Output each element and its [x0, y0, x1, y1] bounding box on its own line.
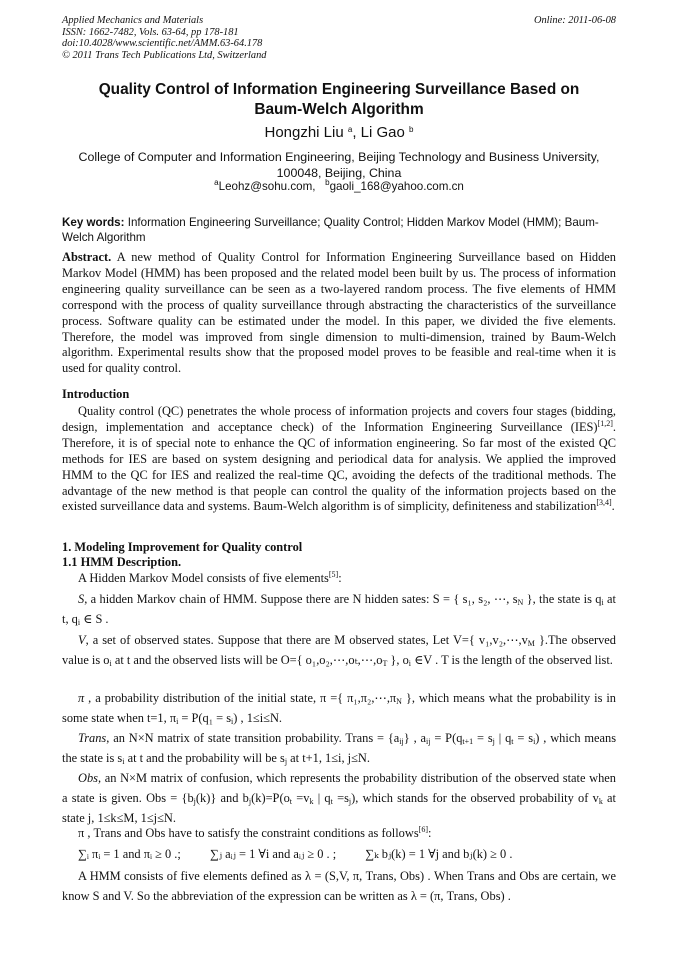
pi-definition: π , a probability distribution of the initial state, π ={ $\pi_1,\pi_2,\cdots,\pi_N$ }, which means what the probability is in some state when t=1, $\pi_i = P(q_1 = s_i)$ , 1≤i≤N. [62, 691, 616, 726]
pi-text-2: }, which means what the probability is in some state when t=1, π [62, 691, 616, 725]
intro-heading: Introduction [62, 387, 130, 401]
s-definition: S, a hidden Markov chain of HMM. Suppose there are N hidden sates: S = { s₁, s₂, ⋯, $s_N$ }, the state is $q_i$ at t, $q_i$ ∈ S . [62, 592, 616, 627]
journal-name: Applied Mechanics and Materials [62, 15, 204, 26]
obs-text-6: =s [332, 791, 349, 805]
citation[interactable]: [6] [418, 825, 428, 834]
trans-text-2: } , a [403, 731, 427, 745]
s-text-1: , a hidden Markov chain of HMM. Suppose there are N hidden sates: S = { s₁, s₂, ⋯, s [84, 592, 518, 606]
online-date: Online: 2011-06-08 [533, 15, 616, 26]
constraint-obs: ∑ₖ bⱼ(k) = 1 ∀j and bⱼ(k) ≥ 0 . [365, 847, 513, 861]
trans-text-8: at t and the probability will be s [124, 751, 285, 765]
constraint-trans: ∑ⱼ aᵢⱼ = 1 ∀i and aᵢⱼ ≥ 0 . ; [209, 847, 337, 861]
v-symbol: V [78, 633, 86, 647]
doi: doi:10.4028/www.scientific.net/AMM.63-64.178 [62, 38, 263, 50]
hmm-intro [62, 571, 616, 587]
hmm-intro-text: A Hidden Markov Model consists of five elements [78, 571, 329, 585]
affiliation [62, 150, 616, 181]
s-text-3: at t, q [62, 592, 616, 626]
v-text-1: , a set of observed states. Suppose that there are M observed states, Let V={ v₁,v₂,⋯,v [85, 633, 528, 647]
citation[interactable]: [3,4] [596, 498, 612, 508]
v-text-3: at t and the observed lists will be O={ o₁,o₂,⋯,oₜ,⋯,o [111, 653, 383, 667]
trans-text-3: = P(q [430, 731, 463, 745]
intro-text-1: Quality control (QC) penetrates the whole process of information projects and covers four stages (bidding, design, implementation and acceptance check) of the Information Engineering Surveillance (IES) [62, 404, 616, 434]
intro-text-2: . Therefore, it is of special note to enhance the QC of information engineering. So far most of the existed QC methods for IES are based on system designing and periodical data for analysis. We applied the improved HMM to the QC for IES and realized the real-time QC, avoiding the defects of the traditional methods. The advantage of the new method is that people can control the quality of the information projects based on the existed surveillance data and systems. Baum-Welch algorithm is of simplicity, definiteness and stabilization [62, 419, 616, 514]
paper-title [62, 80, 616, 120]
keywords-label: Key words: [62, 216, 125, 229]
s-symbol: S [78, 592, 85, 606]
constraint-equations [78, 846, 512, 862]
obs-text-3: (k)=P(o [251, 791, 290, 805]
keywords-text: Information Engineering Surveillance; Quality Control; Hidden Markov Model (HMM); Baum-Welch Algorithm [62, 216, 599, 244]
abstract-label: Abstract. [62, 250, 112, 264]
pi-text-1: , a probability distribution of the initial state, π ={ π₁,π₂,⋯,π [84, 691, 397, 705]
intro-paragraph [62, 404, 616, 515]
trans-text-5: | q [494, 731, 512, 745]
author-2-sup: b [409, 125, 414, 134]
emails [62, 180, 616, 193]
s-text-4: ∈ S . [80, 612, 109, 626]
obs-symbol: Obs, [78, 771, 102, 785]
section-1-1-heading: 1.1 HMM Description. [62, 555, 182, 569]
journal-header [62, 15, 616, 61]
trans-symbol: Trans [78, 731, 107, 745]
author-separator: , [352, 124, 361, 141]
constraints-text: π , Trans and Obs have to satisfy the constraint conditions as follows [78, 826, 419, 840]
issn: ISSN: 1662-7482, Vols. 63-64, pp 178-181 [62, 26, 239, 38]
authors [62, 124, 616, 141]
keywords [62, 215, 616, 245]
constraint-pi: ∑ᵢ πᵢ = 1 and πᵢ ≥ 0 .; [78, 847, 181, 861]
obs-text-7: ), which stands for the observed probability of v [351, 791, 599, 805]
constraints-intro [62, 826, 616, 842]
author-2: Li Gao [360, 124, 405, 141]
pi-text-3: = P(q₁ = s [178, 711, 232, 725]
email-1-sup: a [214, 178, 219, 187]
title-line-2: Baum-Welch Algorithm [254, 101, 424, 118]
section-1-heading: 1. Modeling Improvement for Quality control [62, 540, 303, 554]
abstract [62, 250, 616, 377]
hmm-intro-end: : [338, 571, 342, 585]
author-1: Hongzhi Liu [264, 124, 344, 141]
trans-text-7: ) , which means the state is s [62, 731, 617, 765]
trans-text-4: = s [473, 731, 493, 745]
affiliation-line-1: College of Computer and Information Engineering, Beijing Technology and Business University, [78, 150, 600, 164]
citation[interactable]: [1,2] [597, 418, 613, 428]
lambda-definition: A HMM consists of five elements defined as λ = (S,V, π, Trans, Obs) . When Trans and Obs are certain, we know S and V. So the abbreviation of the expression can be written as λ = (π, Trans, Obs) . [62, 869, 616, 903]
citation[interactable]: [5] [328, 570, 339, 579]
email-2[interactable]: gaoli_168@yahoo.com.cn [329, 180, 464, 193]
obs-text-4: =v [292, 791, 310, 805]
v-text-2: }.The observed value is o [62, 633, 616, 667]
trans-text-9: at t+1, 1≤i, j≤N. [287, 751, 370, 765]
constraints-end: : [427, 826, 432, 840]
trans-text-6: = s [513, 731, 534, 745]
trans-text-1: , an N×N matrix of state transition probability. Trans = {a [106, 731, 400, 745]
intro-end: . [611, 499, 615, 514]
obs-definition: Obs, an N×M matrix of confusion, which represents the probability distribution of the observed state when a state is given. Obs = $\{b_j(k)\}$ and $b_j(k)=P(o_t =v_k$ | $q_t =s_j$), which stands for the observed probability of $v_k$ at state j, 1≤k≤M, 1≤j≤N. [62, 771, 617, 825]
v-text-5: ∈V . T is the length of the observed list. [411, 653, 613, 667]
obs-text-2: (k)} and b [195, 791, 249, 805]
pi-text-4: ) , 1≤i≤N. [233, 711, 282, 725]
email-2-sup: b [325, 178, 330, 187]
email-1[interactable]: Leohz@sohu.com, [218, 180, 316, 193]
affiliation-line-2: 100048, Beijing, China [276, 165, 402, 180]
pi-symbol: π [78, 691, 85, 705]
trans-definition: Trans, an N×N matrix of state transition probability. Trans = $\{a_{ij}\}$ , $a_{ij} = P(q_{t+1} = s_j$ | $q_t = s_i$) , which means the state is $s_i$ at t and the probability will be $s_j$ at t+1, 1≤i, j≤N. [62, 731, 617, 766]
obs-text-8: at state j, 1≤k≤M, 1≤j≤N. [62, 791, 617, 825]
author-1-sup: a [347, 125, 353, 134]
s-text-2: }, the state is q [523, 592, 602, 606]
obs-text-1: an N×M matrix of confusion, which represents the probability distribution of the observed state when a state is given. Obs = {b [62, 771, 616, 805]
v-text-4: }, o [387, 653, 409, 667]
v-definition: V, a set of observed states. Suppose that there are M observed states, Let V={ $v_1,v_2,\cdots,v_M$ }.The observed value is $o_i$ at t and the observed lists will be O={ $o_1,o_2,\cdots,o_t,\cdots,o_T$ }, $o_i$ ∈V . T is the length of the observed list. [62, 633, 616, 668]
title-line-1: Quality Control of Information Engineering Surveillance Based on [98, 81, 580, 98]
obs-text-5: | q [313, 791, 331, 805]
copyright: © 2011 Trans Tech Publications Ltd, Switzerland [62, 49, 267, 61]
abstract-text: A new method of Quality Control for Information Engineering Surveillance based on Hidden Markov Model (HMM) has been proposed and the related model been built by us. The process of information engineering quality surveillance can be seen as a two-layered random process. The five elements of HMM correspond with the process of quality surveillance through abstracting the characteristics of the surveillance process. Software quality can be estimated under the model. In this paper, we divided the five elements. Therefore, the model was improved from single dimension to multi-dimension, trained by Baum-Welch algorithm. Experimental results show that the proposed model proves to be feasible and real-time when it is used for quality control. [62, 250, 616, 376]
